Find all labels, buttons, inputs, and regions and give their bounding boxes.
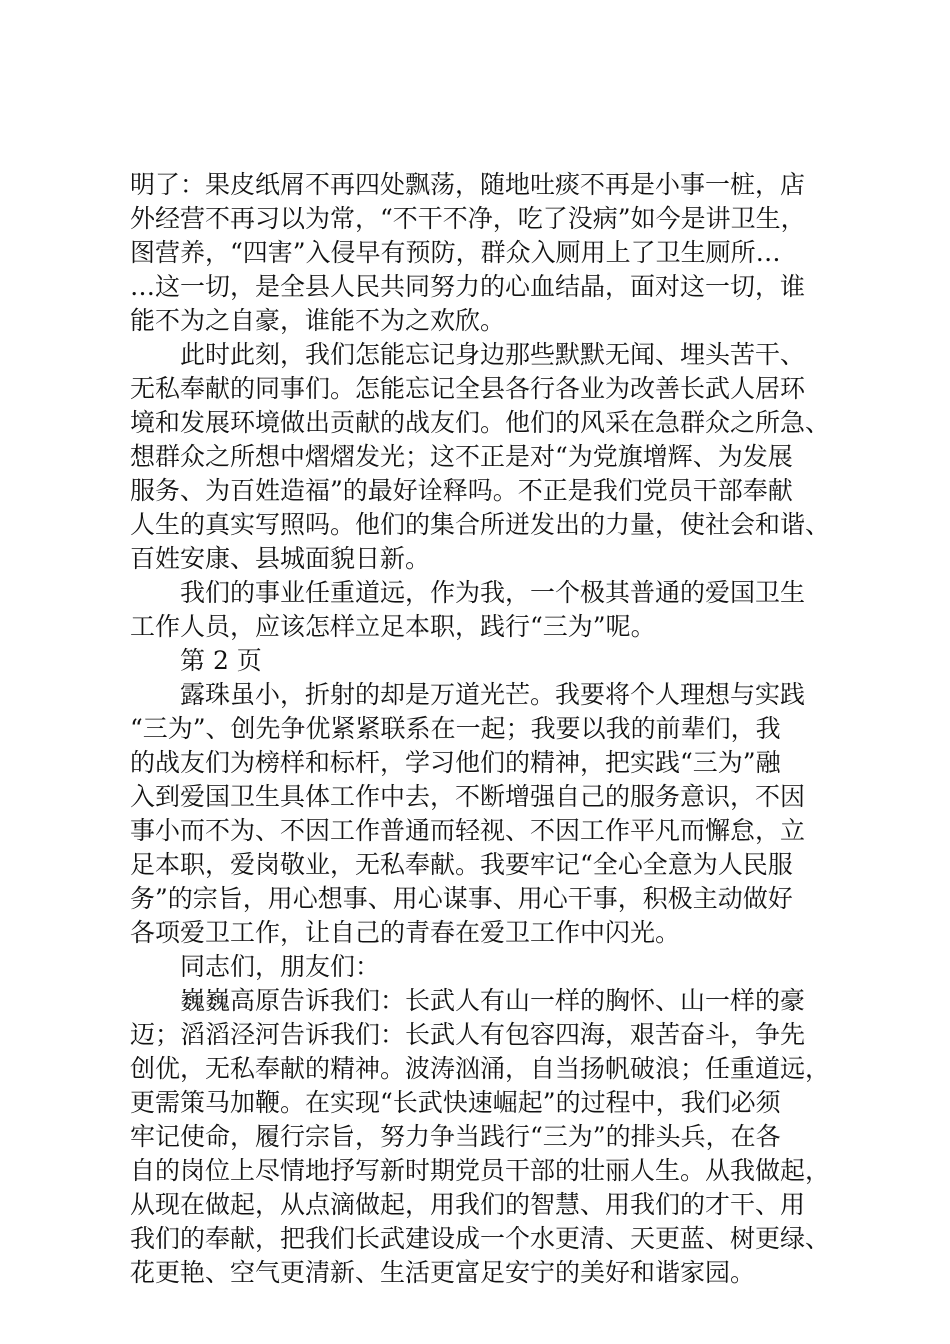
text-line: 足本职，爱岗敬业，无私奉献。我要牢记“全心全意为人民服 <box>130 850 793 879</box>
text-line: 百姓安康、县城面貌日新。 <box>130 544 431 573</box>
text-line: 此时此刻，我们怎能忘记身边那些默默无闻、埋头苦干、 <box>180 340 806 369</box>
text-line: 事小而不为、不因工作普通而轻视、不因工作平凡而懈怠，立 <box>130 816 806 845</box>
text-line: 想群众之所想中熠熠发光；这不正是对“为党旗增辉、为发展 <box>130 442 793 471</box>
text-line: 入到爱国卫生具体工作中去，不断增强自己的服务意识，不因 <box>130 782 806 811</box>
text-line: 我们的事业任重道远，作为我，一个极其普通的爱国卫生 <box>180 578 806 607</box>
text-line: 花更艳、空气更清新、生活更富足安宁的美好和谐家园。 <box>130 1258 756 1287</box>
text-line: 自的岗位上尽情地抒写新时期党员干部的壮丽人生。从我做起， <box>130 1156 830 1185</box>
text-line: 工作人员，应该怎样立足本职，践行“三为”呢。 <box>130 612 656 641</box>
text-line: 的战友们为榜样和标杆，学习他们的精神，把实践“三为”融 <box>130 748 781 777</box>
text-line: 我们的奉献，把我们长武建设成一个水更清、天更蓝、树更绿、 <box>130 1224 830 1253</box>
text-line: 图营养，“四害”入侵早有预防，群众入厕用上了卫生厕所… <box>130 238 781 267</box>
text-line: 迈；滔滔泾河告诉我们：长武人有包容四海，艰苦奋斗，争先 <box>130 1020 806 1049</box>
text-line: 牢记使命，履行宗旨，努力争当践行“三为”的排头兵，在各 <box>130 1122 781 1151</box>
text-line: 务”的宗旨，用心想事、用心谋事、用心干事，积极主动做好 <box>130 884 793 913</box>
document-body <box>130 168 830 1290</box>
text-line: 人生的真实写照吗。他们的集合所迸发出的力量，使社会和谐、 <box>130 510 830 539</box>
text-line: 外经营不再习以为常，“不干不净，吃了没病”如今是讲卫生， <box>130 204 806 233</box>
text-line: 境和发展环境做出贡献的战友们。他们的风采在急群众之所急、 <box>130 408 830 437</box>
text-line: 无私奉献的同事们。怎能忘记全县各行各业为改善长武人居环 <box>130 374 806 403</box>
text-line: 明了：果皮纸屑不再四处飘荡，随地吐痰不再是小事一桩，店 <box>130 170 806 199</box>
page-number-label: 第 2 页 <box>180 646 262 675</box>
text-line: 创优，无私奉献的精神。波涛汹涌，自当扬帆破浪；任重道远， <box>130 1054 830 1083</box>
text-line: 从现在做起，从点滴做起，用我们的智慧、用我们的才干、用 <box>130 1190 806 1219</box>
text-line: 更需策马加鞭。在实现“长武快速崛起”的过程中，我们必须 <box>130 1088 781 1117</box>
text-line: “三为”、创先争优紧紧联系在一起；我要以我的前辈们，我 <box>130 714 781 743</box>
text-line: 服务、为百姓造福”的最好诠释吗。不正是我们党员干部奉献 <box>130 476 793 505</box>
text-line: 巍巍高原告诉我们：长武人有山一样的胸怀、山一样的豪 <box>180 986 806 1015</box>
text-line: 同志们，朋友们： <box>180 952 381 981</box>
text-line: 露珠虽小，折射的却是万道光芒。我要将个人理想与实践 <box>180 680 806 709</box>
text-line: 能不为之自豪，谁能不为之欢欣。 <box>130 306 506 335</box>
text-line: 各项爱卫工作，让自己的青春在爱卫工作中闪光。 <box>130 918 681 947</box>
text-line: …这一切，是全县人民共同努力的心血结晶，面对这一切，谁 <box>130 272 806 301</box>
